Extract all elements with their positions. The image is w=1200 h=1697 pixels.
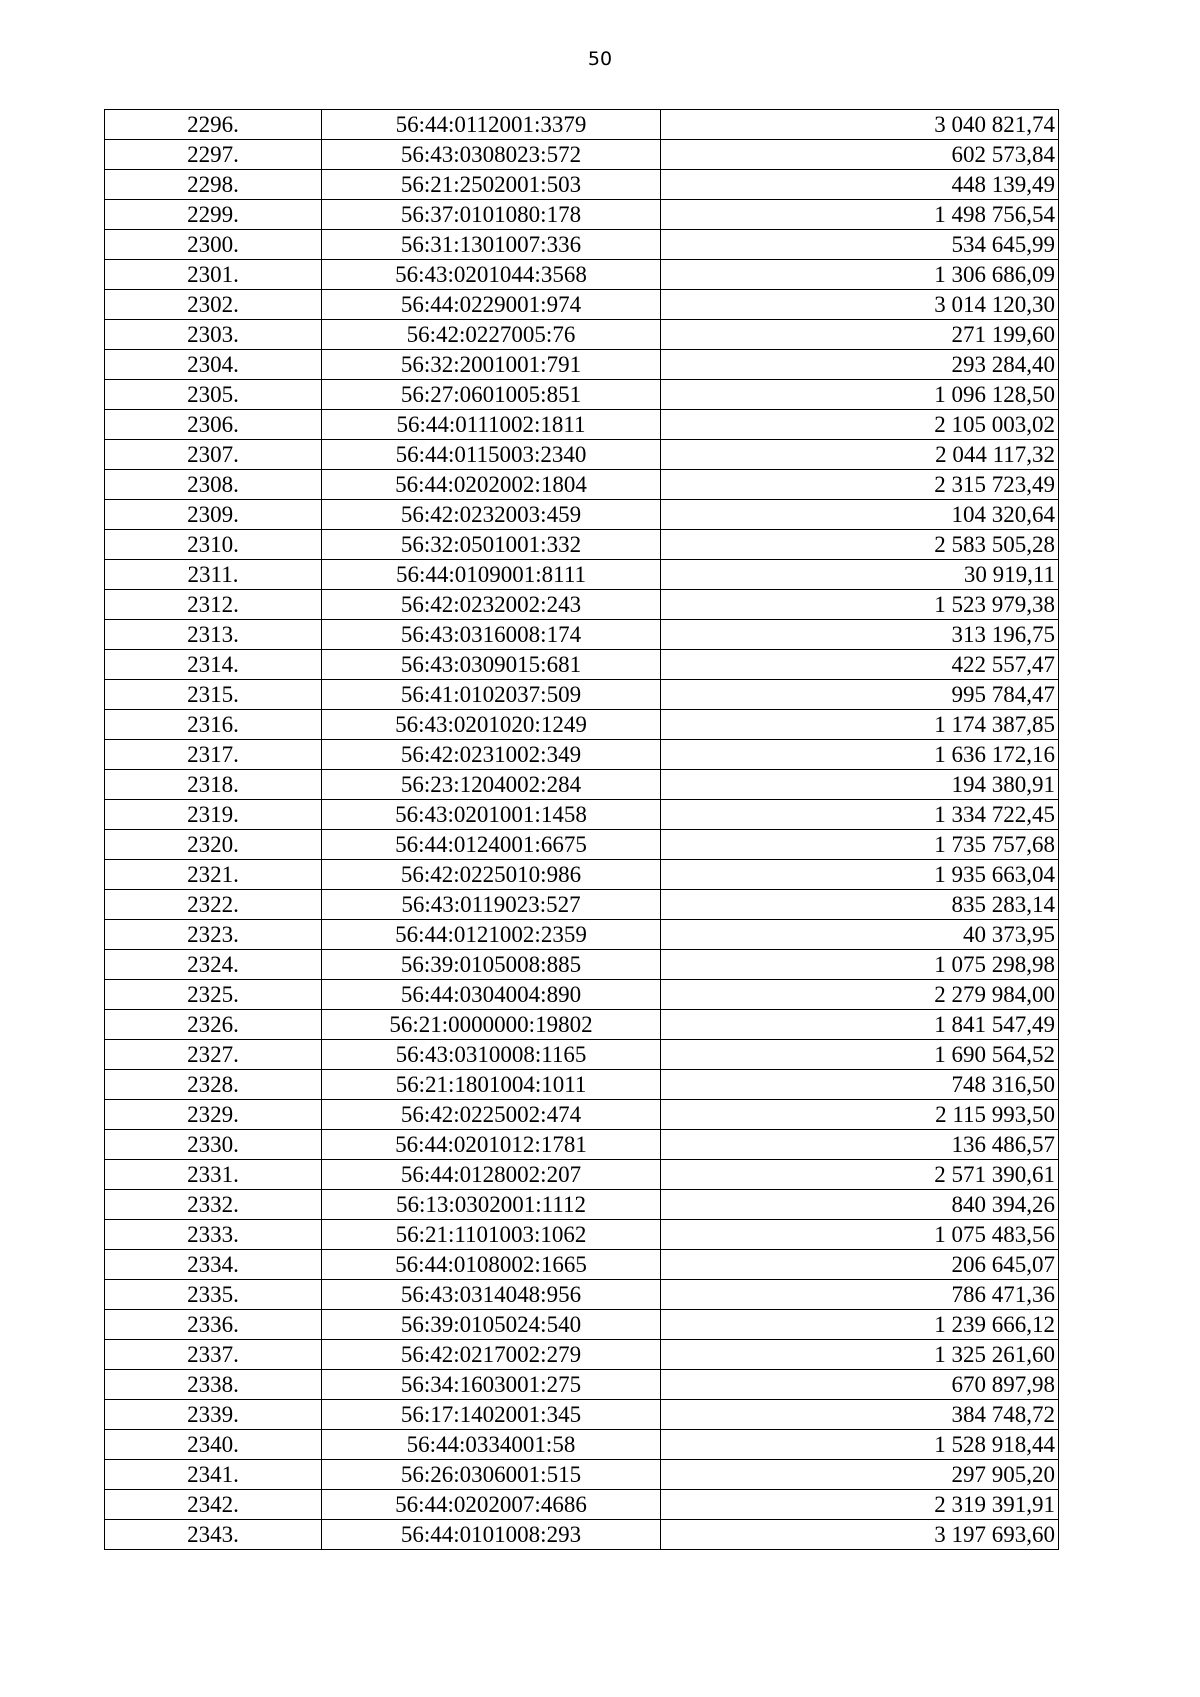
cadastral-number-cell: 56:31:1301007:336 bbox=[322, 230, 661, 260]
cadastral-value-cell: 670 897,98 bbox=[661, 1370, 1059, 1400]
cadastral-number-cell: 56:44:0101008:293 bbox=[322, 1520, 661, 1550]
row-number-cell: 2317. bbox=[105, 740, 322, 770]
cadastral-number-cell: 56:42:0232003:459 bbox=[322, 500, 661, 530]
cadastral-value-cell: 104 320,64 bbox=[661, 500, 1059, 530]
cadastral-number-cell: 56:26:0306001:515 bbox=[322, 1460, 661, 1490]
row-number-cell: 2334. bbox=[105, 1250, 322, 1280]
row-number-cell: 2336. bbox=[105, 1310, 322, 1340]
row-number-cell: 2313. bbox=[105, 620, 322, 650]
table-row bbox=[105, 1220, 1059, 1250]
row-number-cell: 2342. bbox=[105, 1490, 322, 1520]
table-row bbox=[105, 200, 1059, 230]
cadastral-number-cell: 56:44:0334001:58 bbox=[322, 1430, 661, 1460]
table-row bbox=[105, 1400, 1059, 1430]
row-number-cell: 2343. bbox=[105, 1520, 322, 1550]
row-number-cell: 2321. bbox=[105, 860, 322, 890]
cadastral-number-cell: 56:43:0308023:572 bbox=[322, 140, 661, 170]
cadastral-number-cell: 56:42:0231002:349 bbox=[322, 740, 661, 770]
table-row bbox=[105, 380, 1059, 410]
row-number-cell: 2328. bbox=[105, 1070, 322, 1100]
row-number-cell: 2319. bbox=[105, 800, 322, 830]
row-number-cell: 2322. bbox=[105, 890, 322, 920]
cadastral-number-cell: 56:44:0202007:4686 bbox=[322, 1490, 661, 1520]
cadastral-number-cell: 56:44:0115003:2340 bbox=[322, 440, 661, 470]
table-row bbox=[105, 470, 1059, 500]
row-number-cell: 2330. bbox=[105, 1130, 322, 1160]
row-number-cell: 2299. bbox=[105, 200, 322, 230]
cadastral-number-cell: 56:21:2502001:503 bbox=[322, 170, 661, 200]
cadastral-value-cell: 534 645,99 bbox=[661, 230, 1059, 260]
cadastral-number-cell: 56:32:2001001:791 bbox=[322, 350, 661, 380]
table-row bbox=[105, 140, 1059, 170]
cadastral-value-cell: 1 935 663,04 bbox=[661, 860, 1059, 890]
cadastral-number-cell: 56:43:0201001:1458 bbox=[322, 800, 661, 830]
table-row bbox=[105, 440, 1059, 470]
cadastral-value-cell: 1 096 128,50 bbox=[661, 380, 1059, 410]
row-number-cell: 2340. bbox=[105, 1430, 322, 1460]
cadastral-value-cell: 602 573,84 bbox=[661, 140, 1059, 170]
cadastral-number-cell: 56:13:0302001:1112 bbox=[322, 1190, 661, 1220]
table-row bbox=[105, 1190, 1059, 1220]
row-number-cell: 2324. bbox=[105, 950, 322, 980]
table-row bbox=[105, 800, 1059, 830]
cadastral-value-cell: 1 075 483,56 bbox=[661, 1220, 1059, 1250]
row-number-cell: 2329. bbox=[105, 1100, 322, 1130]
cadastral-value-cell: 2 571 390,61 bbox=[661, 1160, 1059, 1190]
cadastral-number-cell: 56:41:0102037:509 bbox=[322, 680, 661, 710]
table-row bbox=[105, 1280, 1059, 1310]
row-number-cell: 2338. bbox=[105, 1370, 322, 1400]
row-number-cell: 2312. bbox=[105, 590, 322, 620]
cadastral-number-cell: 56:42:0217002:279 bbox=[322, 1340, 661, 1370]
table-row bbox=[105, 950, 1059, 980]
cadastral-value-cell: 136 486,57 bbox=[661, 1130, 1059, 1160]
cadastral-value-cell: 1 075 298,98 bbox=[661, 950, 1059, 980]
row-number-cell: 2323. bbox=[105, 920, 322, 950]
table-row bbox=[105, 920, 1059, 950]
table-row bbox=[105, 170, 1059, 200]
cadastral-number-cell: 56:21:1101003:1062 bbox=[322, 1220, 661, 1250]
cadastral-value-cell: 448 139,49 bbox=[661, 170, 1059, 200]
row-number-cell: 2315. bbox=[105, 680, 322, 710]
row-number-cell: 2326. bbox=[105, 1010, 322, 1040]
cadastral-number-cell: 56:44:0121002:2359 bbox=[322, 920, 661, 950]
cadastral-value-cell: 271 199,60 bbox=[661, 320, 1059, 350]
cadastral-value-cell: 1 306 686,09 bbox=[661, 260, 1059, 290]
table-row bbox=[105, 560, 1059, 590]
cadastral-value-cell: 384 748,72 bbox=[661, 1400, 1059, 1430]
row-number-cell: 2337. bbox=[105, 1340, 322, 1370]
cadastral-number-cell: 56:44:0112001:3379 bbox=[322, 110, 661, 140]
cadastral-value-cell: 1 841 547,49 bbox=[661, 1010, 1059, 1040]
cadastral-value-cell: 1 523 979,38 bbox=[661, 590, 1059, 620]
table-body bbox=[105, 110, 1059, 1550]
table-row bbox=[105, 1460, 1059, 1490]
table-row bbox=[105, 320, 1059, 350]
cadastral-value-cell: 2 315 723,49 bbox=[661, 470, 1059, 500]
cadastral-value-cell: 1 735 757,68 bbox=[661, 830, 1059, 860]
table-row bbox=[105, 1250, 1059, 1280]
table-row bbox=[105, 740, 1059, 770]
cadastral-value-cell: 3 014 120,30 bbox=[661, 290, 1059, 320]
cadastral-number-cell: 56:21:1801004:1011 bbox=[322, 1070, 661, 1100]
cadastral-value-cell: 2 115 993,50 bbox=[661, 1100, 1059, 1130]
cadastral-value-cell: 2 279 984,00 bbox=[661, 980, 1059, 1010]
cadastral-number-cell: 56:44:0109001:8111 bbox=[322, 560, 661, 590]
row-number-cell: 2333. bbox=[105, 1220, 322, 1250]
cadastral-value-cell: 995 784,47 bbox=[661, 680, 1059, 710]
cadastral-value-cell: 206 645,07 bbox=[661, 1250, 1059, 1280]
table-row bbox=[105, 860, 1059, 890]
cadastral-value-table bbox=[104, 109, 1059, 1550]
table-row bbox=[105, 1040, 1059, 1070]
cadastral-number-cell: 56:44:0202002:1804 bbox=[322, 470, 661, 500]
cadastral-number-cell: 56:43:0309015:681 bbox=[322, 650, 661, 680]
table-row bbox=[105, 500, 1059, 530]
row-number-cell: 2300. bbox=[105, 230, 322, 260]
cadastral-number-cell: 56:43:0316008:174 bbox=[322, 620, 661, 650]
cadastral-number-cell: 56:43:0201020:1249 bbox=[322, 710, 661, 740]
row-number-cell: 2302. bbox=[105, 290, 322, 320]
table-row bbox=[105, 650, 1059, 680]
table-row bbox=[105, 1130, 1059, 1160]
cadastral-number-cell: 56:42:0232002:243 bbox=[322, 590, 661, 620]
cadastral-number-cell: 56:37:0101080:178 bbox=[322, 200, 661, 230]
cadastral-number-cell: 56:21:0000000:19802 bbox=[322, 1010, 661, 1040]
cadastral-number-cell: 56:39:0105024:540 bbox=[322, 1310, 661, 1340]
row-number-cell: 2335. bbox=[105, 1280, 322, 1310]
cadastral-number-cell: 56:43:0119023:527 bbox=[322, 890, 661, 920]
row-number-cell: 2298. bbox=[105, 170, 322, 200]
row-number-cell: 2305. bbox=[105, 380, 322, 410]
cadastral-value-cell: 2 319 391,91 bbox=[661, 1490, 1059, 1520]
cadastral-value-cell: 835 283,14 bbox=[661, 890, 1059, 920]
cadastral-number-cell: 56:43:0310008:1165 bbox=[322, 1040, 661, 1070]
cadastral-number-cell: 56:43:0201044:3568 bbox=[322, 260, 661, 290]
cadastral-number-cell: 56:42:0227005:76 bbox=[322, 320, 661, 350]
cadastral-number-cell: 56:44:0229001:974 bbox=[322, 290, 661, 320]
cadastral-number-cell: 56:39:0105008:885 bbox=[322, 950, 661, 980]
cadastral-value-cell: 1 690 564,52 bbox=[661, 1040, 1059, 1070]
table-row bbox=[105, 980, 1059, 1010]
row-number-cell: 2339. bbox=[105, 1400, 322, 1430]
row-number-cell: 2309. bbox=[105, 500, 322, 530]
row-number-cell: 2297. bbox=[105, 140, 322, 170]
table-row bbox=[105, 260, 1059, 290]
row-number-cell: 2296. bbox=[105, 110, 322, 140]
table-row bbox=[105, 290, 1059, 320]
cadastral-value-cell: 2 044 117,32 bbox=[661, 440, 1059, 470]
row-number-cell: 2320. bbox=[105, 830, 322, 860]
row-number-cell: 2304. bbox=[105, 350, 322, 380]
cadastral-value-cell: 2 105 003,02 bbox=[661, 410, 1059, 440]
cadastral-number-cell: 56:34:1603001:275 bbox=[322, 1370, 661, 1400]
cadastral-number-cell: 56:27:0601005:851 bbox=[322, 380, 661, 410]
row-number-cell: 2327. bbox=[105, 1040, 322, 1070]
table-row bbox=[105, 590, 1059, 620]
cadastral-value-cell: 748 316,50 bbox=[661, 1070, 1059, 1100]
cadastral-number-cell: 56:23:1204002:284 bbox=[322, 770, 661, 800]
table-row bbox=[105, 770, 1059, 800]
cadastral-value-cell: 1 334 722,45 bbox=[661, 800, 1059, 830]
cadastral-value-cell: 1 528 918,44 bbox=[661, 1430, 1059, 1460]
table-row bbox=[105, 350, 1059, 380]
cadastral-value-cell: 30 919,11 bbox=[661, 560, 1059, 590]
cadastral-number-cell: 56:44:0108002:1665 bbox=[322, 1250, 661, 1280]
page-number: 50 bbox=[587, 48, 613, 70]
table-row bbox=[105, 830, 1059, 860]
table-row bbox=[105, 1430, 1059, 1460]
table-row bbox=[105, 1340, 1059, 1370]
row-number-cell: 2308. bbox=[105, 470, 322, 500]
cadastral-number-cell: 56:44:0304004:890 bbox=[322, 980, 661, 1010]
cadastral-value-cell: 786 471,36 bbox=[661, 1280, 1059, 1310]
cadastral-number-cell: 56:17:1402001:345 bbox=[322, 1400, 661, 1430]
table-row bbox=[105, 710, 1059, 740]
cadastral-value-cell: 40 373,95 bbox=[661, 920, 1059, 950]
table-row bbox=[105, 1310, 1059, 1340]
cadastral-number-cell: 56:44:0124001:6675 bbox=[322, 830, 661, 860]
table-row bbox=[105, 1070, 1059, 1100]
row-number-cell: 2332. bbox=[105, 1190, 322, 1220]
row-number-cell: 2318. bbox=[105, 770, 322, 800]
cadastral-value-cell: 3 040 821,74 bbox=[661, 110, 1059, 140]
cadastral-value-cell: 422 557,47 bbox=[661, 650, 1059, 680]
cadastral-value-cell: 1 174 387,85 bbox=[661, 710, 1059, 740]
cadastral-value-cell: 2 583 505,28 bbox=[661, 530, 1059, 560]
row-number-cell: 2303. bbox=[105, 320, 322, 350]
table-row bbox=[105, 1010, 1059, 1040]
cadastral-value-cell: 1 636 172,16 bbox=[661, 740, 1059, 770]
row-number-cell: 2311. bbox=[105, 560, 322, 590]
table-row bbox=[105, 410, 1059, 440]
cadastral-number-cell: 56:32:0501001:332 bbox=[322, 530, 661, 560]
cadastral-value-cell: 293 284,40 bbox=[661, 350, 1059, 380]
cadastral-value-cell: 3 197 693,60 bbox=[661, 1520, 1059, 1550]
cadastral-number-cell: 56:42:0225010:986 bbox=[322, 860, 661, 890]
cadastral-number-cell: 56:44:0128002:207 bbox=[322, 1160, 661, 1190]
row-number-cell: 2316. bbox=[105, 710, 322, 740]
table-row bbox=[105, 890, 1059, 920]
row-number-cell: 2341. bbox=[105, 1460, 322, 1490]
table-row bbox=[105, 1100, 1059, 1130]
row-number-cell: 2301. bbox=[105, 260, 322, 290]
row-number-cell: 2306. bbox=[105, 410, 322, 440]
row-number-cell: 2307. bbox=[105, 440, 322, 470]
row-number-cell: 2325. bbox=[105, 980, 322, 1010]
row-number-cell: 2310. bbox=[105, 530, 322, 560]
cadastral-number-cell: 56:44:0201012:1781 bbox=[322, 1130, 661, 1160]
cadastral-value-cell: 1 239 666,12 bbox=[661, 1310, 1059, 1340]
table-row bbox=[105, 1370, 1059, 1400]
table-row bbox=[105, 1160, 1059, 1190]
table-row bbox=[105, 110, 1059, 140]
cadastral-value-cell: 1 498 756,54 bbox=[661, 200, 1059, 230]
table-row bbox=[105, 530, 1059, 560]
cadastral-value-cell: 194 380,91 bbox=[661, 770, 1059, 800]
table-row bbox=[105, 680, 1059, 710]
cadastral-value-cell: 297 905,20 bbox=[661, 1460, 1059, 1490]
table-row bbox=[105, 230, 1059, 260]
table-row bbox=[105, 1490, 1059, 1520]
cadastral-value-cell: 840 394,26 bbox=[661, 1190, 1059, 1220]
cadastral-value-cell: 313 196,75 bbox=[661, 620, 1059, 650]
cadastral-number-cell: 56:42:0225002:474 bbox=[322, 1100, 661, 1130]
cadastral-number-cell: 56:44:0111002:1811 bbox=[322, 410, 661, 440]
cadastral-value-cell: 1 325 261,60 bbox=[661, 1340, 1059, 1370]
row-number-cell: 2331. bbox=[105, 1160, 322, 1190]
table-row bbox=[105, 1520, 1059, 1550]
cadastral-number-cell: 56:43:0314048:956 bbox=[322, 1280, 661, 1310]
row-number-cell: 2314. bbox=[105, 650, 322, 680]
table-row bbox=[105, 620, 1059, 650]
